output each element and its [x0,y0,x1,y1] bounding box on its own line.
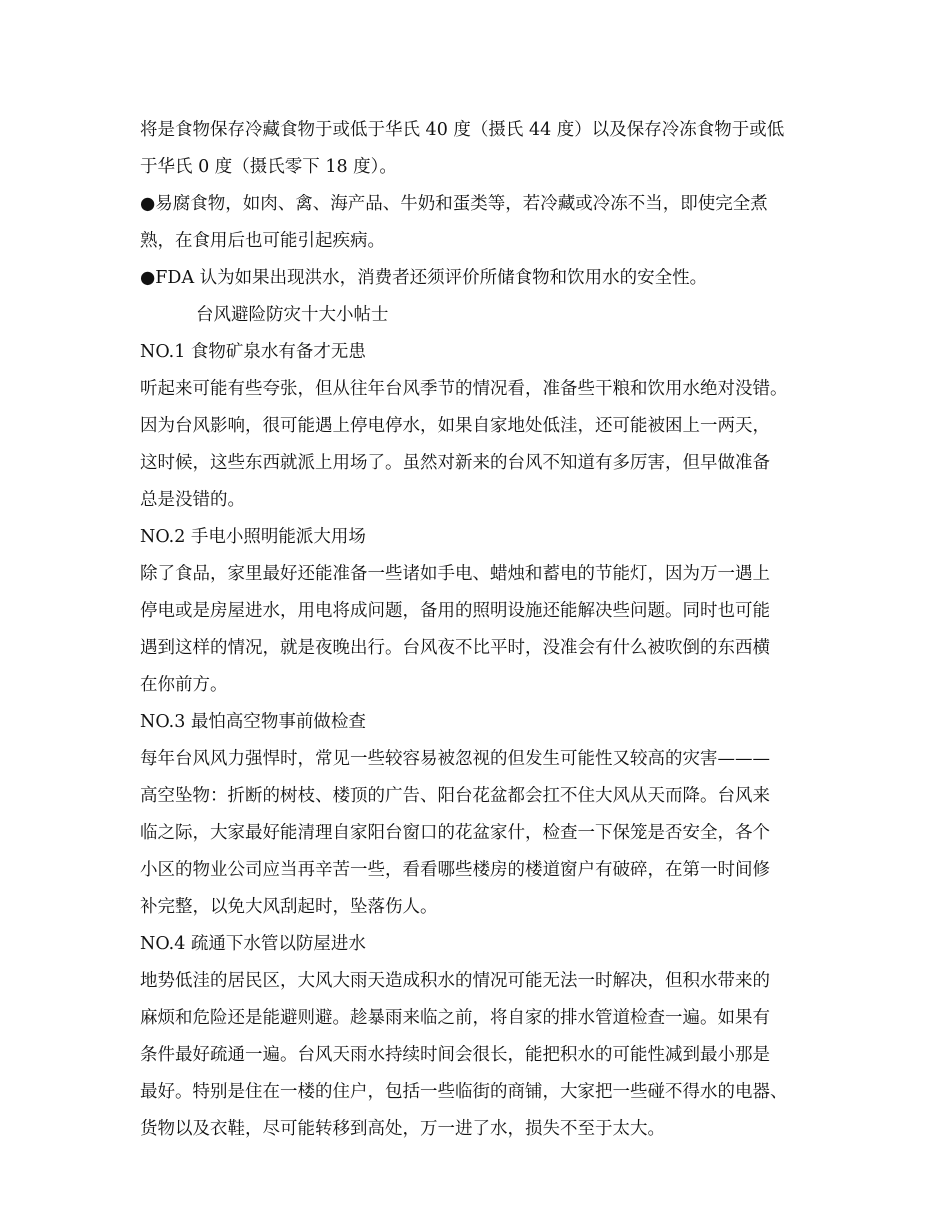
text-line: 熟，在食用后也可能引起疾病。 [140,231,385,251]
text-line: 停电或是房屋进水，用电将成问题，备用的照明设施还能解决些问题。同时也可能 [140,601,770,621]
tip-section [140,704,840,926]
tip-heading: NO.2 手电小照明能派大用场 [140,527,366,547]
text-line: 将是食物保存冷藏食物于或低于华氏 40 度（摄氏 44 度）以及保存冷冻食物于或低 [140,120,785,140]
bullet-item [140,260,840,297]
tip-heading: NO.4 疏通下水管以防屋进水 [140,934,366,954]
tip-heading: NO.3 最怕高空物事前做检查 [140,712,366,732]
document-body [140,112,840,1148]
text-line: 补完整，以免大风刮起时，坠落伤人。 [140,897,438,917]
tip-section [140,334,840,519]
bullet-icon: ● [140,268,156,288]
text-line: 货物以及衣鞋，尽可能转移到高处，万一进了水，损失不至于太大。 [140,1119,665,1139]
text-line: 于华氏 0 度（摄氏零下 18 度）。 [140,157,397,177]
text-line: 最好。特别是住在一楼的住户，包括一些临街的商铺，大家把一些碰不得水的电器、 [140,1082,788,1102]
text-line: 除了食品，家里最好还能准备一些诸如手电、蜡烛和蓄电的节能灯，因为万一遇上 [140,564,770,584]
bullet-text: FDA 认为如果出现洪水，消费者还须评价所储食物和饮用水的安全性。 [155,268,708,288]
text-line: 这时候，这些东西就派上用场了。虽然对新来的台风不知道有多厉害，但早做准备 [140,453,770,473]
text-line: 条件最好疏通一遍。台风天雨水持续时间会很长，能把积水的可能性减到最小那是 [140,1045,770,1065]
tip-section [140,926,840,1148]
text-line: 地势低洼的居民区，大风大雨天造成积水的情况可能无法一时解决，但积水带来的 [140,971,770,991]
text-line: 在你前方。 [140,675,228,695]
text-line: 总是没错的。 [140,490,245,510]
text-line [140,260,840,297]
intro-paragraph [140,112,840,186]
text-line: 麻烦和危险还是能避则避。趁暴雨来临之前，将自家的排水管道检查一遍。如果有 [140,1008,770,1028]
text-line: 临之际，大家最好能清理自家阳台窗口的花盆家什，检查一下保笼是否安全，各个 [140,823,770,843]
text-line [140,186,840,223]
text-line: 因为台风影响，很可能遇上停电停水，如果自家地处低洼，还可能被困上一两天， [140,416,770,436]
text-line: 听起来可能有些夸张，但从往年台风季节的情况看，准备些干粮和饮用水绝对没错。 [140,379,788,399]
tip-heading: NO.1 食物矿泉水有备才无患 [140,342,366,362]
text-line: 每年台风风力强悍时，常见一些较容易被忽视的但发生可能性又较高的灾害——— [140,749,770,769]
text-line: 遇到这样的情况，就是夜晚出行。台风夜不比平时，没准会有什么被吹倒的东西横 [140,638,770,658]
text-line: 高空坠物：折断的树枝、楼顶的广告、阳台花盆都会扛不住大风从天而降。台风来 [140,786,770,806]
section-title: 台风避险防灾十大小帖士 [196,305,389,325]
bullet-text: 易腐食物，如肉、禽、海产品、牛奶和蛋类等，若冷藏或冷冻不当，即使完全煮 [155,194,768,214]
bullet-icon: ● [140,194,156,214]
text-line: 小区的物业公司应当再辛苦一些，看看哪些楼房的楼道窗户有破碎，在第一时间修 [140,860,770,880]
tip-section [140,519,840,704]
bullet-item [140,186,840,260]
